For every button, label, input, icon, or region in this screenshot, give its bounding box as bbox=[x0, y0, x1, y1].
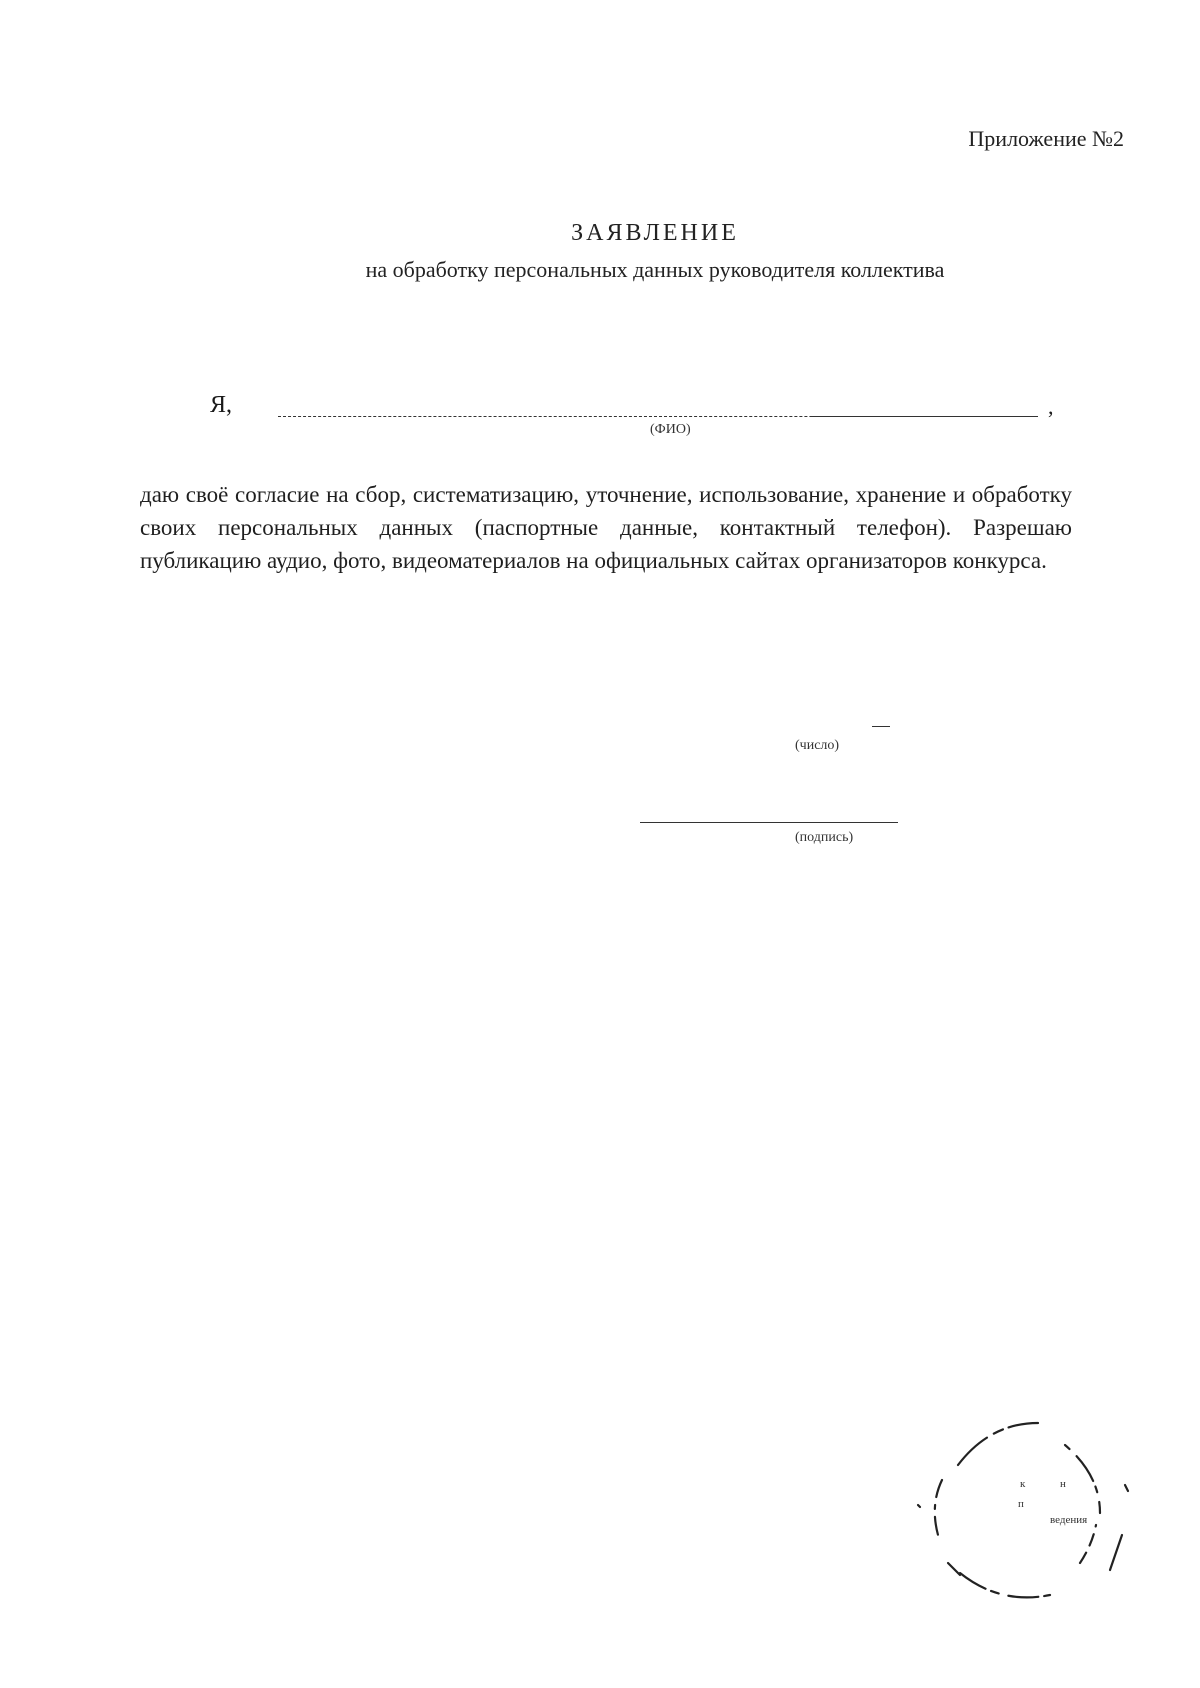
svg-text:к: к bbox=[1020, 1478, 1026, 1490]
appendix-label: Приложение №2 bbox=[968, 126, 1124, 151]
round-seal-icon bbox=[900, 1395, 1140, 1615]
fio-trailing-comma: , bbox=[1048, 394, 1054, 419]
document-title: ЗАЯВЛЕНИЕ bbox=[571, 220, 739, 246]
svg-text:н: н bbox=[1060, 1478, 1066, 1490]
signature-caption: (подпись) bbox=[795, 830, 854, 845]
fio-lead: Я, bbox=[210, 392, 233, 418]
document-subtitle: на обработку персональных данных руководителя коллектива bbox=[365, 257, 945, 282]
svg-text:п: п bbox=[1018, 1498, 1024, 1510]
signature-line bbox=[640, 822, 898, 823]
fio-caption: (ФИО) bbox=[650, 422, 691, 437]
fio-blank-line-end bbox=[810, 416, 1038, 417]
title-block bbox=[0, 220, 1200, 283]
consent-paragraph: даю своё согласие на сбор, систематизацию, уточнение, использование, хранение и обработку своих персональных данных (паспортные данные, контактный телефон). Разрешаю публикацию аудио, фото, видеоматериалов на официальных сайтах организаторов конкурса. bbox=[140, 482, 1072, 573]
fio-row bbox=[210, 392, 1070, 442]
svg-text:ведения: ведения bbox=[1050, 1514, 1088, 1526]
date-dash bbox=[872, 726, 890, 727]
date-caption: (число) bbox=[795, 738, 840, 753]
